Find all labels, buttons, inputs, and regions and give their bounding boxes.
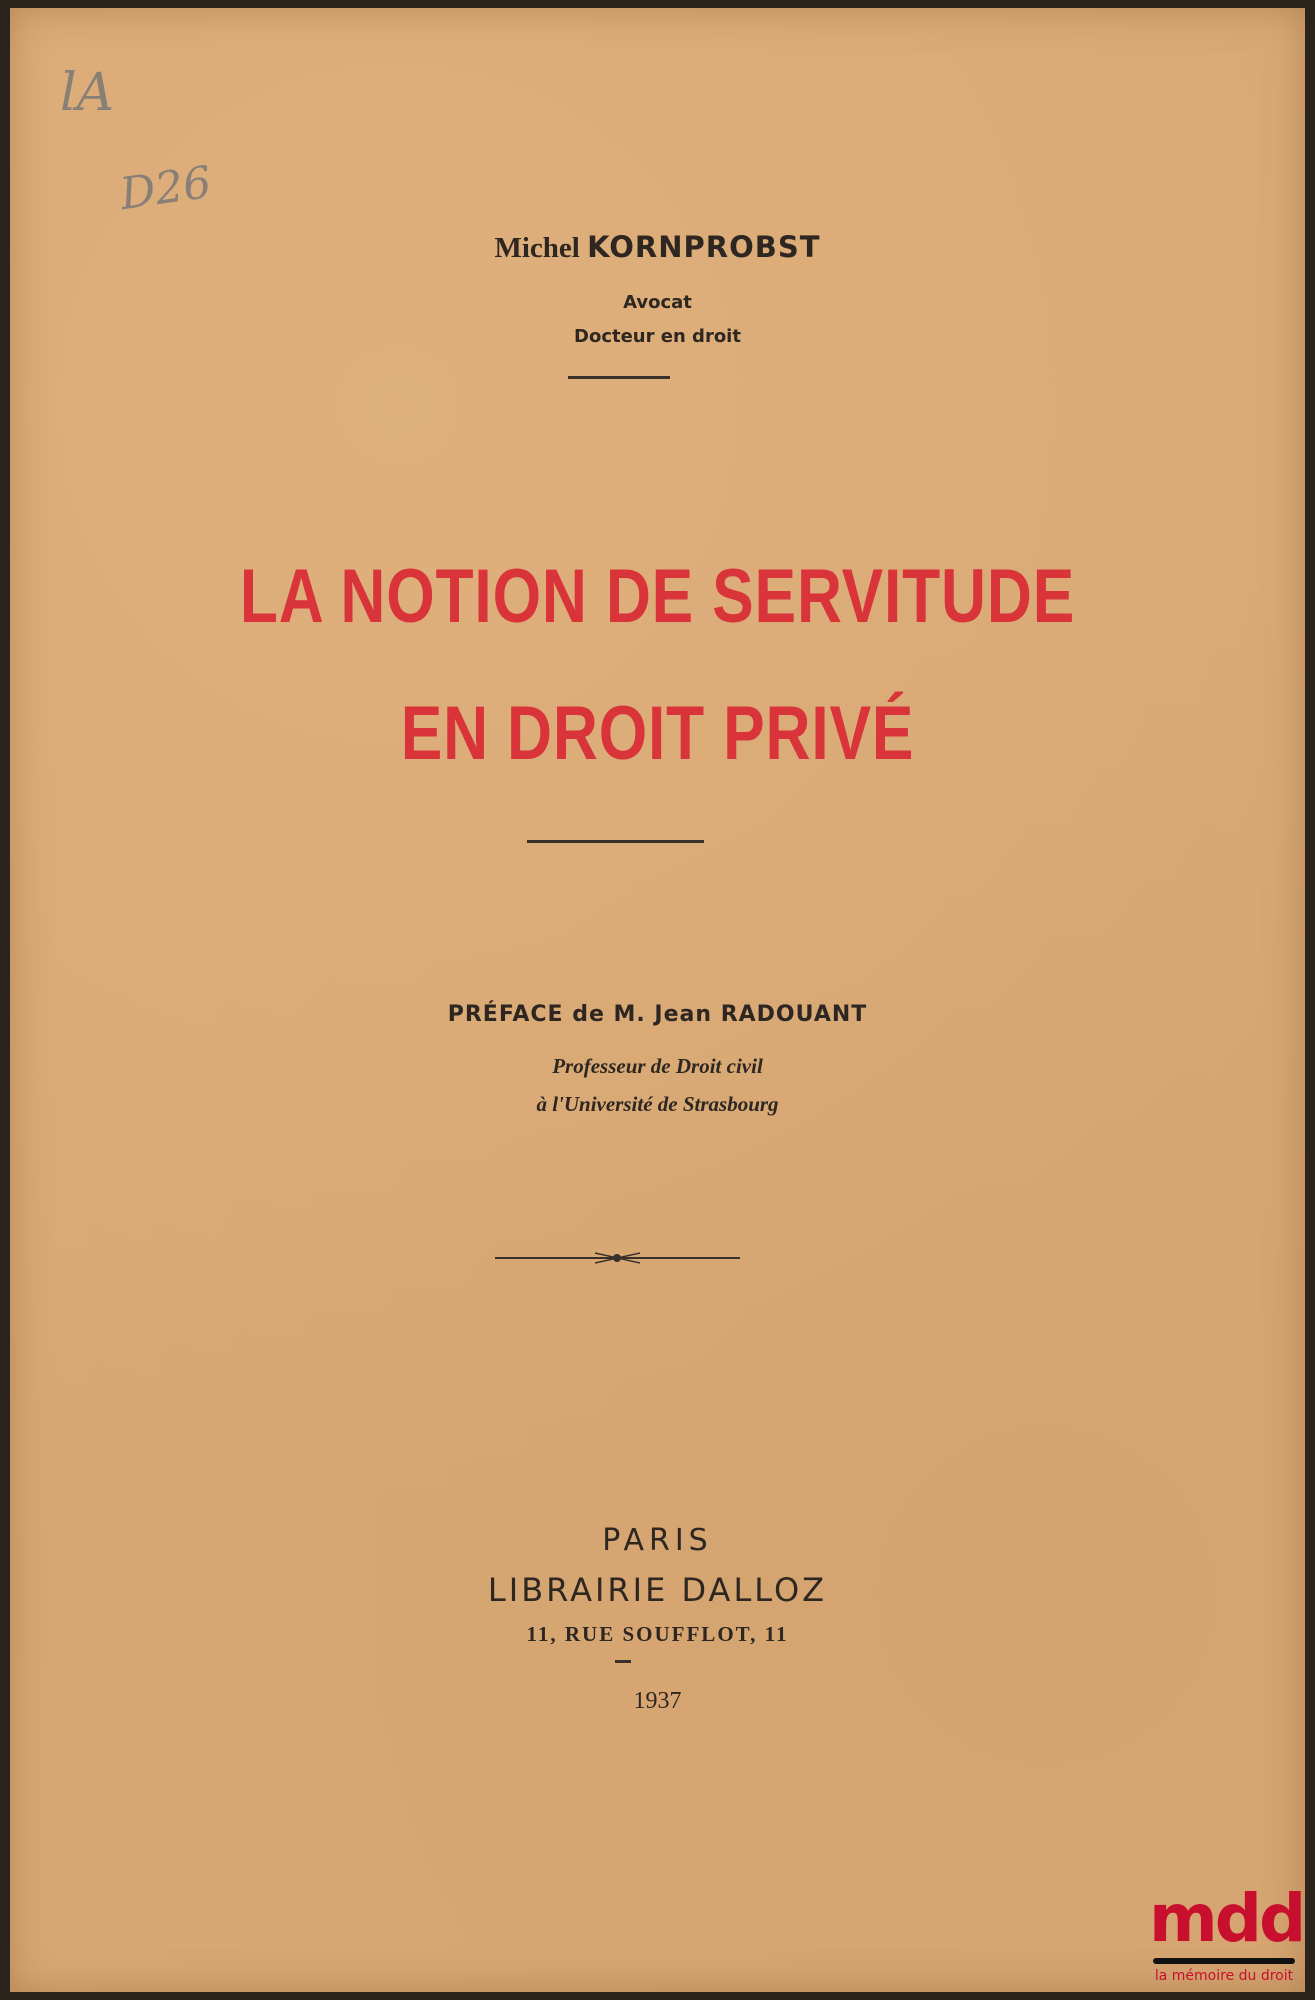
author-last-name: KORNPROBST — [587, 230, 821, 264]
logo-tagline: la mémoire du droit — [1154, 1968, 1294, 1984]
publication-year: 1937 — [633, 1688, 682, 1714]
title-line-1: LA NOTION DE SERVITUDE — [239, 554, 1076, 639]
mdd-logo — [1149, 1880, 1304, 1984]
handwritten-mark: lA — [60, 63, 115, 123]
ornament-divider — [495, 1248, 740, 1268]
book-cover — [10, 8, 1305, 1992]
logo-bar — [1153, 1958, 1295, 1964]
publisher-address: 11, RUE SOUFFLOT, 11 — [526, 1622, 789, 1646]
author-first-name: Michel — [494, 232, 580, 264]
title-line-2: EN DROIT PRIVÉ — [400, 691, 915, 776]
author-name — [10, 230, 1305, 265]
logo-mark: mdd — [1149, 1880, 1304, 1957]
divider — [615, 1660, 631, 1663]
preface-detail-2: à l'Université de Strasbourg — [536, 1092, 779, 1116]
publisher-name: LIBRAIRIE DALLOZ — [487, 1571, 828, 1609]
author-role-2: Docteur en droit — [574, 326, 741, 347]
publisher-city: PARIS — [602, 1523, 713, 1558]
divider — [527, 840, 704, 843]
preface-detail-1: Professeur de Droit civil — [552, 1054, 763, 1078]
handwritten-number: D26 — [116, 156, 215, 221]
preface-line: PRÉFACE de M. Jean RADOUANT — [447, 1002, 868, 1027]
author-role-1: Avocat — [623, 292, 692, 313]
divider — [568, 376, 670, 379]
